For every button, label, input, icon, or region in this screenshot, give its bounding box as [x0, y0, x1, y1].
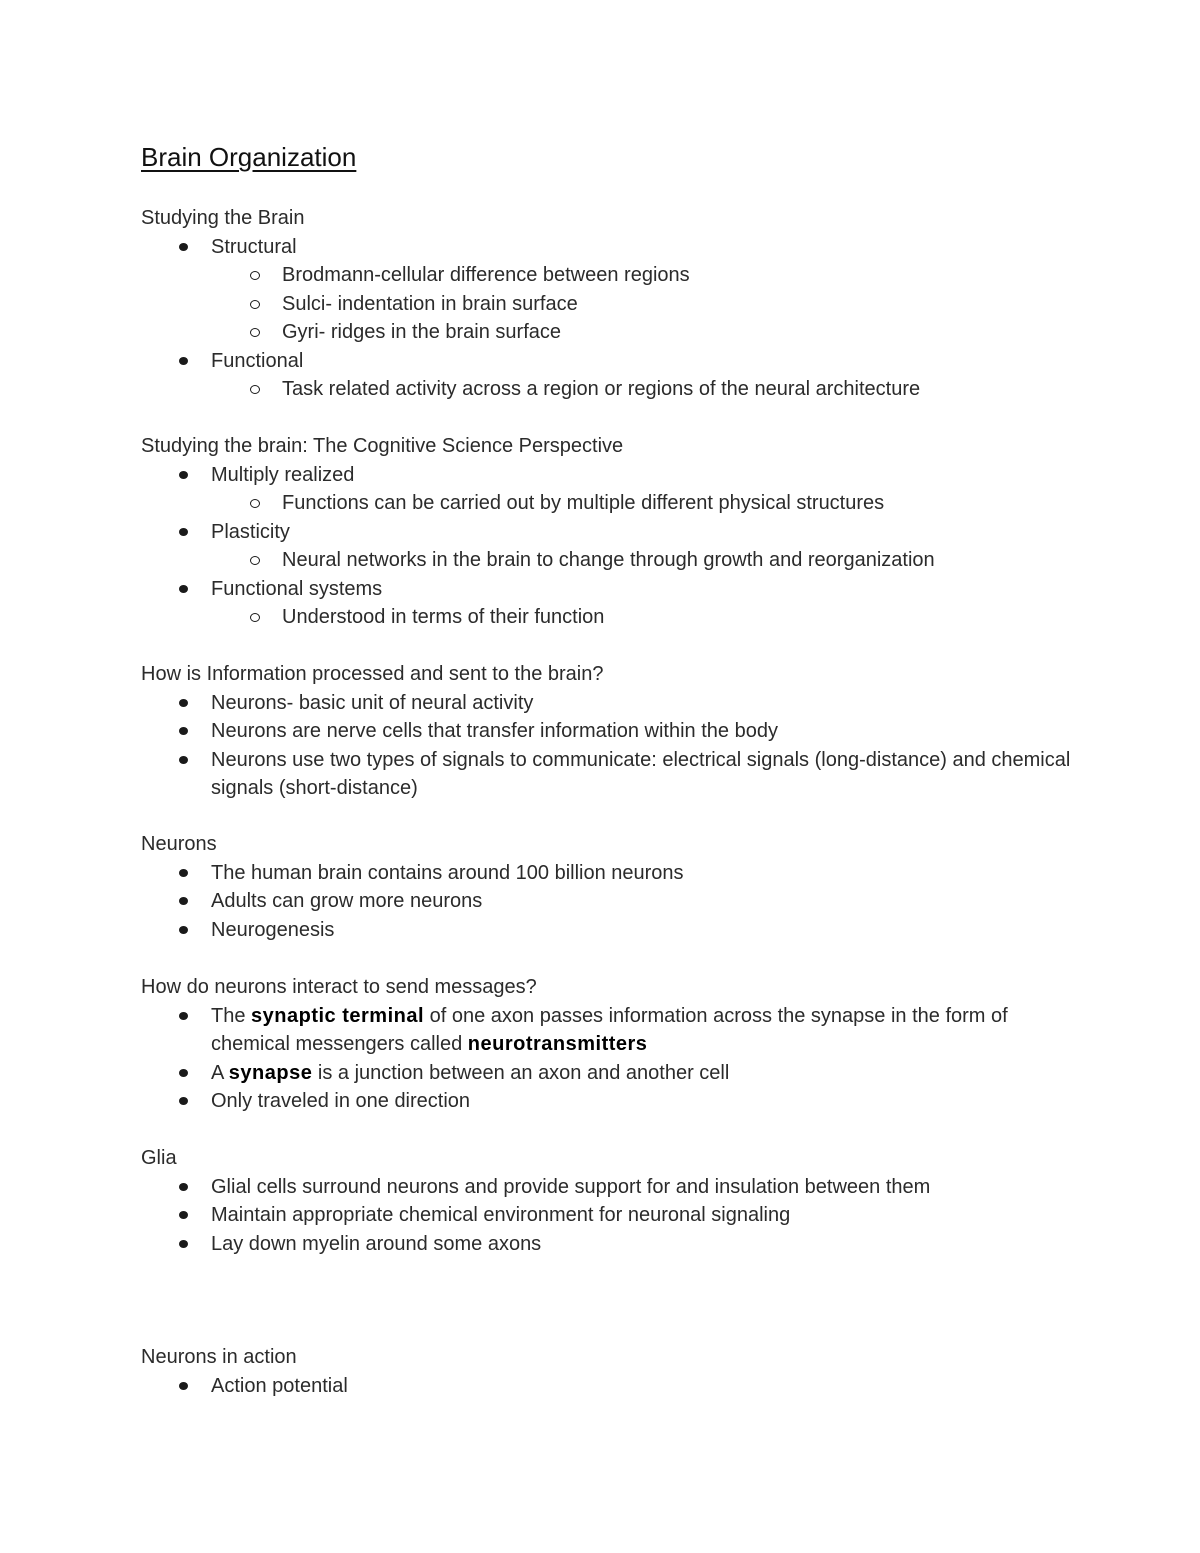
list-item: Lay down myelin around some axons — [141, 1230, 1071, 1259]
list-item: Neural networks in the brain to change through growth and reorganization — [141, 546, 1071, 575]
text-run: A — [211, 1061, 229, 1084]
bullet-list — [141, 1372, 1071, 1401]
list-item — [141, 1059, 1071, 1088]
list-item: The human brain contains around 100 billion neurons — [141, 859, 1071, 888]
section-heading: Neurons — [141, 833, 217, 855]
list-item: Maintain appropriate chemical environment for neuronal signaling — [141, 1201, 1071, 1230]
list-item: Functions can be carried out by multiple different physical structures — [141, 489, 1071, 518]
list-item: Structural — [141, 233, 1071, 262]
bold-term: synapse — [228, 1061, 313, 1084]
section-neuron-interaction — [141, 973, 1071, 1116]
section-heading: Neurons in action — [141, 1346, 297, 1368]
section-glia — [141, 1144, 1071, 1258]
list-item: Functional — [141, 347, 1071, 376]
list-item: Multiply realized — [141, 461, 1071, 490]
list-item — [141, 1002, 1071, 1059]
text-run: of one axon passes information across the synapse in the form of chemical messengers called — [211, 1004, 1008, 1055]
list-item: Only traveled in one direction — [141, 1087, 1071, 1116]
section-cognitive-science — [141, 432, 1071, 632]
bullet-list — [141, 461, 1071, 632]
section-heading: How is Information processed and sent to the brain? — [141, 663, 604, 685]
list-item: Gyri- ridges in the brain surface — [141, 318, 1071, 347]
list-item: Neurons- basic unit of neural activity — [141, 689, 1071, 718]
section-information-processing — [141, 660, 1071, 803]
list-item: Glial cells surround neurons and provide support for and insulation between them — [141, 1173, 1071, 1202]
bullet-list — [141, 859, 1071, 945]
section-studying-brain — [141, 204, 1071, 404]
section-neurons-in-action — [141, 1343, 1071, 1400]
list-item: Adults can grow more neurons — [141, 887, 1071, 916]
bullet-list — [141, 689, 1071, 803]
list-item: Task related activity across a region or regions of the neural architecture — [141, 375, 1071, 404]
section-heading: Studying the Brain — [141, 207, 305, 229]
list-item: Understood in terms of their function — [141, 603, 1071, 632]
list-item: Neurogenesis — [141, 916, 1071, 945]
list-item: Plasticity — [141, 518, 1071, 547]
page-title: Brain Organization — [141, 142, 357, 172]
list-item: Neurons are nerve cells that transfer information within the body — [141, 717, 1071, 746]
text-run: is a junction between an axon and another cell — [312, 1061, 730, 1084]
text-run: The — [211, 1004, 252, 1027]
bullet-list — [141, 1173, 1071, 1259]
bold-term: neurotransmitters — [467, 1033, 648, 1055]
bold-term: synaptic terminal — [251, 1004, 425, 1027]
section-neurons — [141, 830, 1071, 944]
section-heading: Studying the brain: The Cognitive Science Perspective — [141, 435, 624, 457]
list-item: Sulci- indentation in brain surface — [141, 290, 1071, 319]
list-item: Neurons use two types of signals to communicate: electrical signals (long-distance) and chemical signals (short-distance) — [141, 746, 1071, 803]
list-item: Action potential — [141, 1372, 1071, 1401]
bullet-list — [141, 1002, 1071, 1116]
list-item: Brodmann-cellular difference between regions — [141, 261, 1071, 290]
section-heading: Glia — [141, 1147, 177, 1169]
bullet-list — [141, 233, 1071, 404]
section-heading: How do neurons interact to send messages? — [141, 976, 537, 998]
list-item: Functional systems — [141, 575, 1071, 604]
